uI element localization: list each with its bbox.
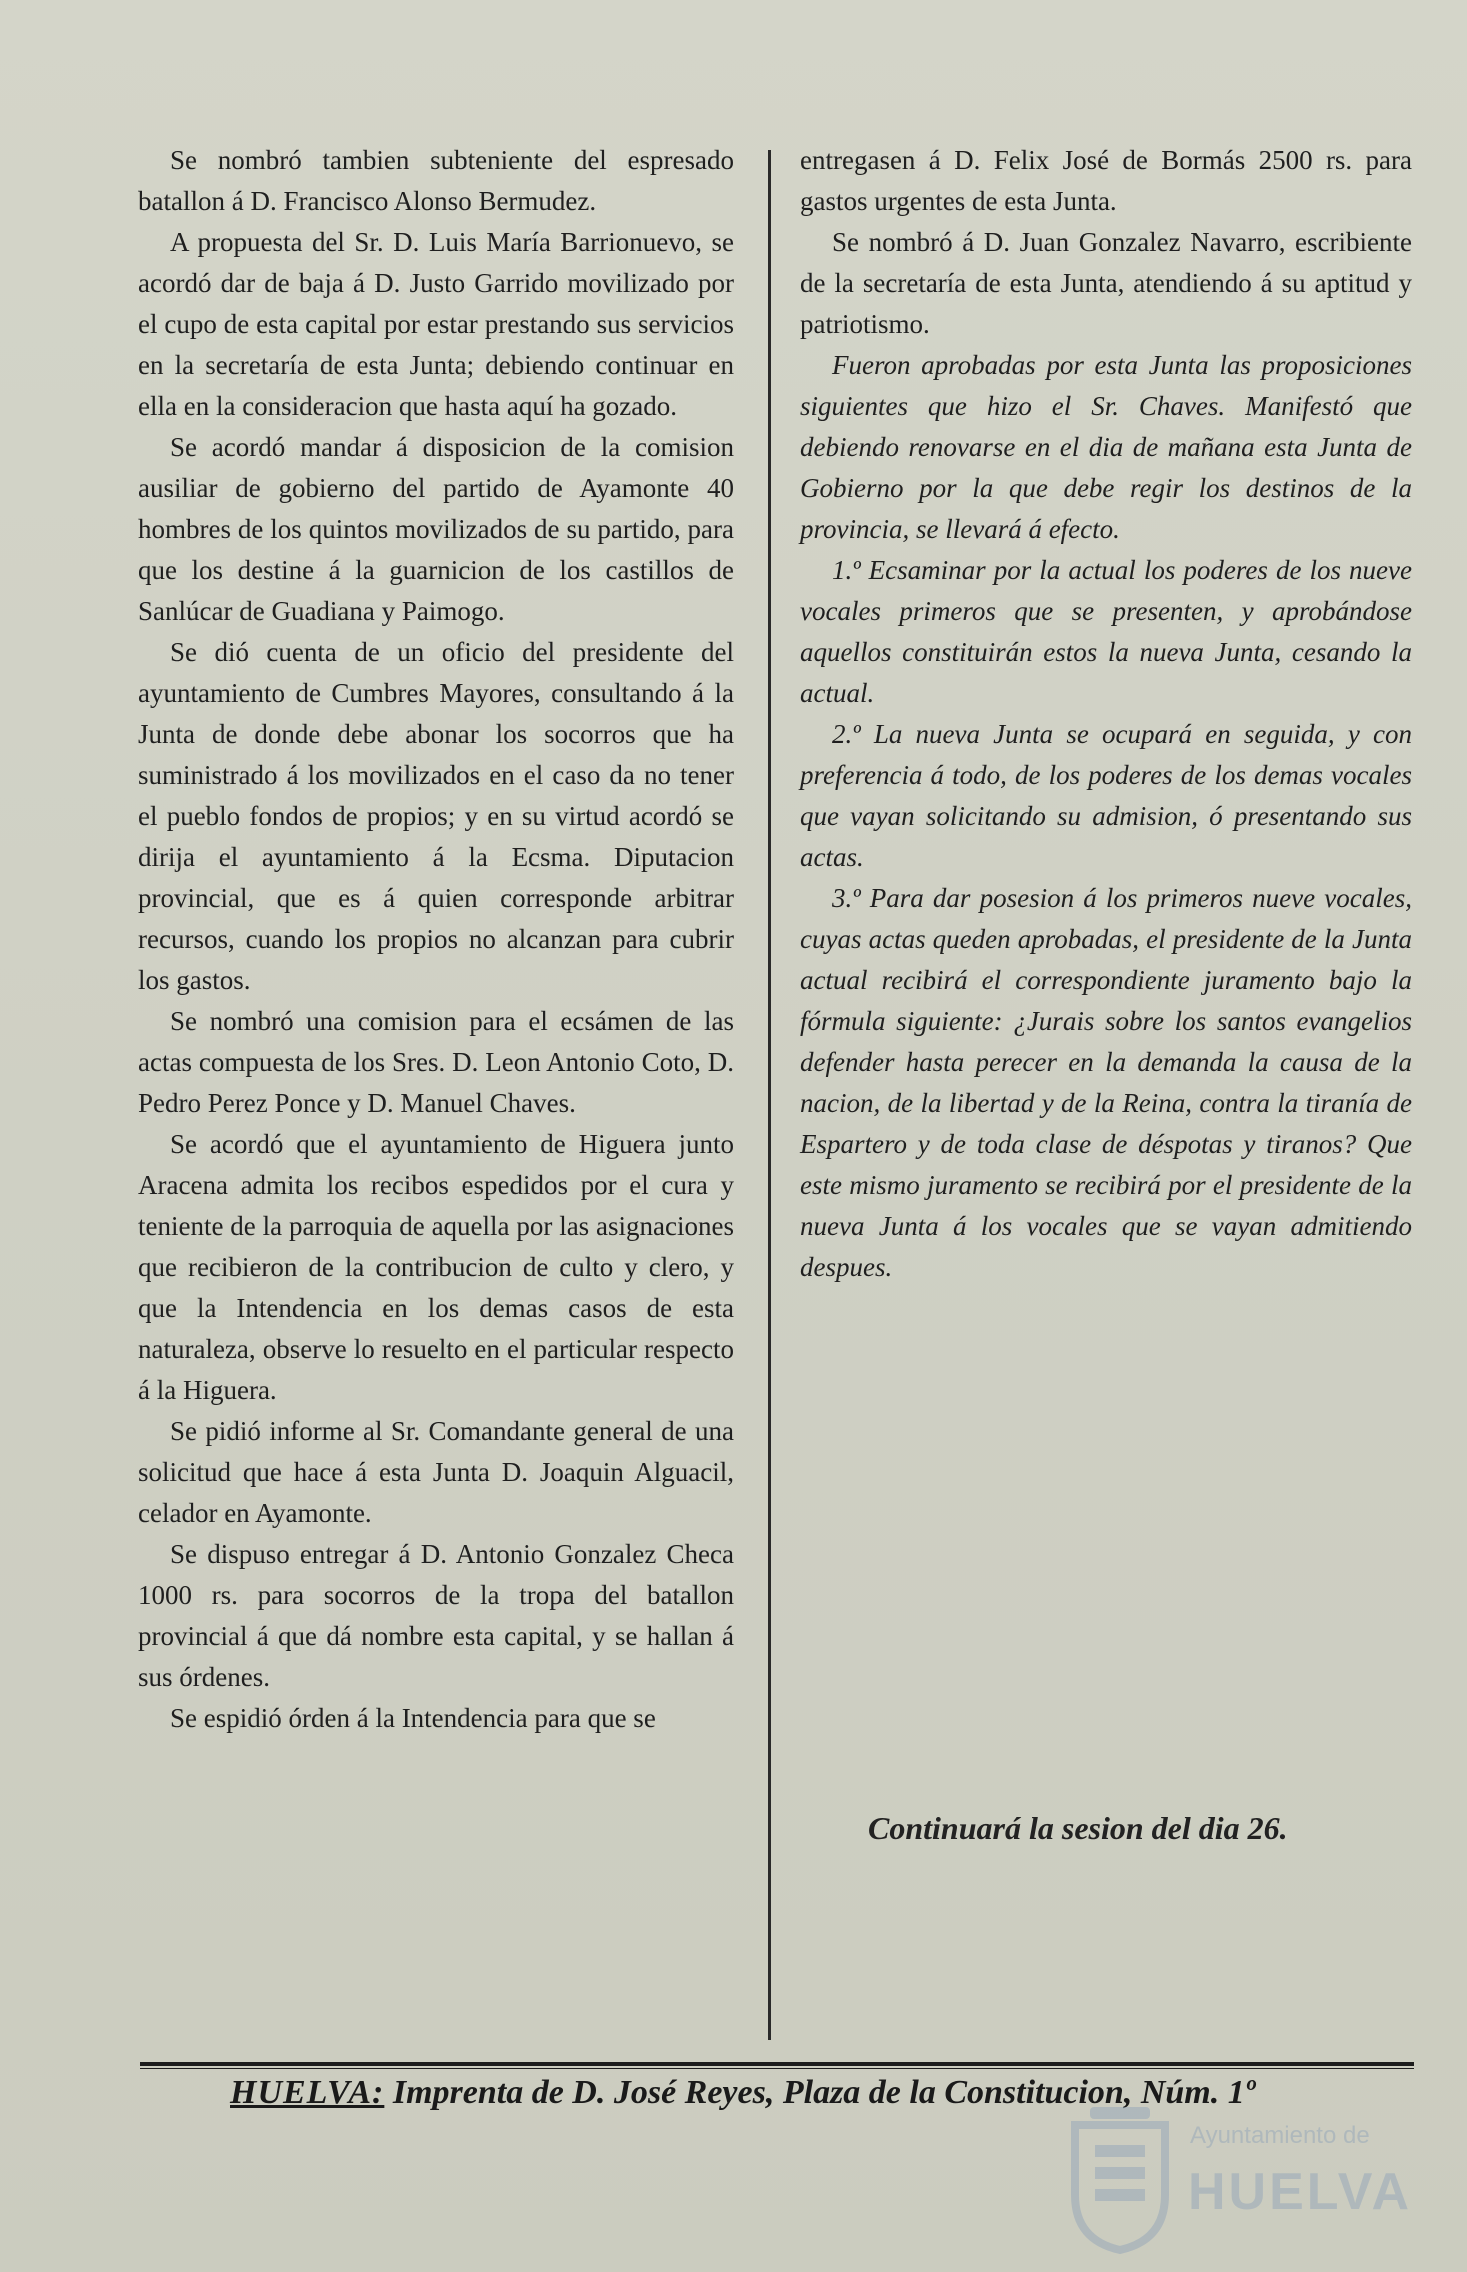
paragraph: Se nombró una comision para el ecsámen de las actas compuesta de los Sres. D. Leon Antonio Coto, D. Pedro Perez Ponce y D. Manuel Chaves.	[138, 1006, 734, 1118]
paragraph: Se dispuso entregar á D. Antonio Gonzalez Checa 1000 rs. para socorros de la tropa del batallon provincial á que dá nombre esta capital, y se hallan á sus órdenes.	[138, 1539, 734, 1692]
paragraph: Se pidió informe al Sr. Comandante general de una solicitud que hace á esta Junta D. Joaquin Alguacil, celador en Ayamonte.	[138, 1416, 734, 1528]
proposal-item-2: 2.º La nueva Junta se ocupará en seguida, y con preferencia á todo, de los poderes de los demas vocales que vayan solicitando su admision, ó presentando sus actas.	[800, 719, 1412, 872]
paragraph: Se acordó mandar á disposicion de la comision ausiliar de gobierno del partido de Ayamonte 40 hombres de los quintos movilizados de su partido, para que los destine á la guarnicion de los castillos de Sanlúcar de Guadiana y Paimogo.	[138, 432, 734, 626]
paragraph: Se nombró á D. Juan Gonzalez Navarro, escribiente de la secretaría de esta Junta, atendiendo á su aptitud y patriotismo.	[800, 227, 1412, 339]
proposal-item-3: 3.º Para dar posesion á los primeros nueve vocales, cuyas actas queden aprobadas, el presidente de la Junta actual recibirá el correspondiente juramento bajo la fórmula siguiente: ¿Jurais sobre los santos evangelios defender hasta perecer en la demanda la causa de la nacion, de la libertad y de la Reina, contra la tiranía de Espartero y de toda clase de déspotas y tiranos? Que este mismo juramento se recibirá por el presidente de la nueva Junta á los vocales que se vayan admitiendo despues.	[800, 883, 1412, 1282]
imprint-text: Imprenta de D. José Reyes, Plaza de la Constitucion, Núm. 1º	[392, 2074, 1255, 2111]
footer-rule	[140, 2062, 1414, 2066]
continuation-note: Continuará la sesion del dia 26.	[868, 1810, 1288, 1846]
city-shield-icon	[1065, 2105, 1175, 2255]
paragraph-proposals: Fueron aprobadas por esta Junta las proposiciones siguientes que hizo el Sr. Chaves. Manifestó que debiendo renovarse en el dia de mañana esta Junta de Gobierno por la que debe regir los destinos de la provincia, se llevará á efecto.	[800, 350, 1412, 544]
proposal-item-1: 1.º Ecsaminar por la actual los poderes de los nueve vocales primeros que se presenten, y aprobándose aquellos constituirán estos la nueva Junta, cesando la actual.	[800, 555, 1412, 708]
paragraph-continuation: entregasen á D. Felix José de Bormás 2500 rs. para gastos urgentes de esta Junta.	[800, 145, 1412, 216]
paragraph: Se acordó que el ayuntamiento de Higuera junto Aracena admita los recibos espedidos por el cura y teniente de la parroquia de aquella por las asignaciones que recibieron de la contribucion de culto y clero, y que la Intendencia en los demas casos de esta naturaleza, observe lo resuelto en el particular respecto á la Higuera.	[138, 1129, 734, 1405]
watermark-line2: HUELVA	[1188, 2163, 1413, 2221]
paragraph: Se dió cuenta de un oficio del presidente del ayuntamiento de Cumbres Mayores, consultando á la Junta de donde debe abonar los socorros que ha suministrado á los movilizados en el caso da no tener el pueblo fondos de propios; y en su virtud acordó se dirija el ayuntamiento á la Ecsma. Diputacion provincial, que es á quien corresponde arbitrar recursos, cuando los propios no alcanzan para cubrir los gastos.	[138, 637, 734, 995]
right-column	[800, 140, 1412, 1288]
paragraph: Se nombró tambien subteniente del espresado batallon á D. Francisco Alonso Bermudez.	[138, 145, 734, 216]
imprint-city: HUELVA:	[230, 2074, 385, 2111]
paragraph: Se espidió órden á la Intendencia para que se	[170, 1703, 656, 1733]
column-divider	[768, 150, 771, 2040]
archive-watermark	[1050, 2100, 1413, 2260]
footer-rule-thin	[140, 2068, 1414, 2069]
paragraph: A propuesta del Sr. D. Luis María Barrionuevo, se acordó dar de baja á D. Justo Garrido movilizado por el cupo de esta capital por estar prestando sus servicios en la secretaría de esta Junta; debiendo continuar en ella en la consideracion que hasta aquí ha gozado.	[138, 227, 734, 421]
watermark-line1: Ayuntamiento de	[1190, 2122, 1370, 2149]
left-column	[138, 140, 734, 1739]
